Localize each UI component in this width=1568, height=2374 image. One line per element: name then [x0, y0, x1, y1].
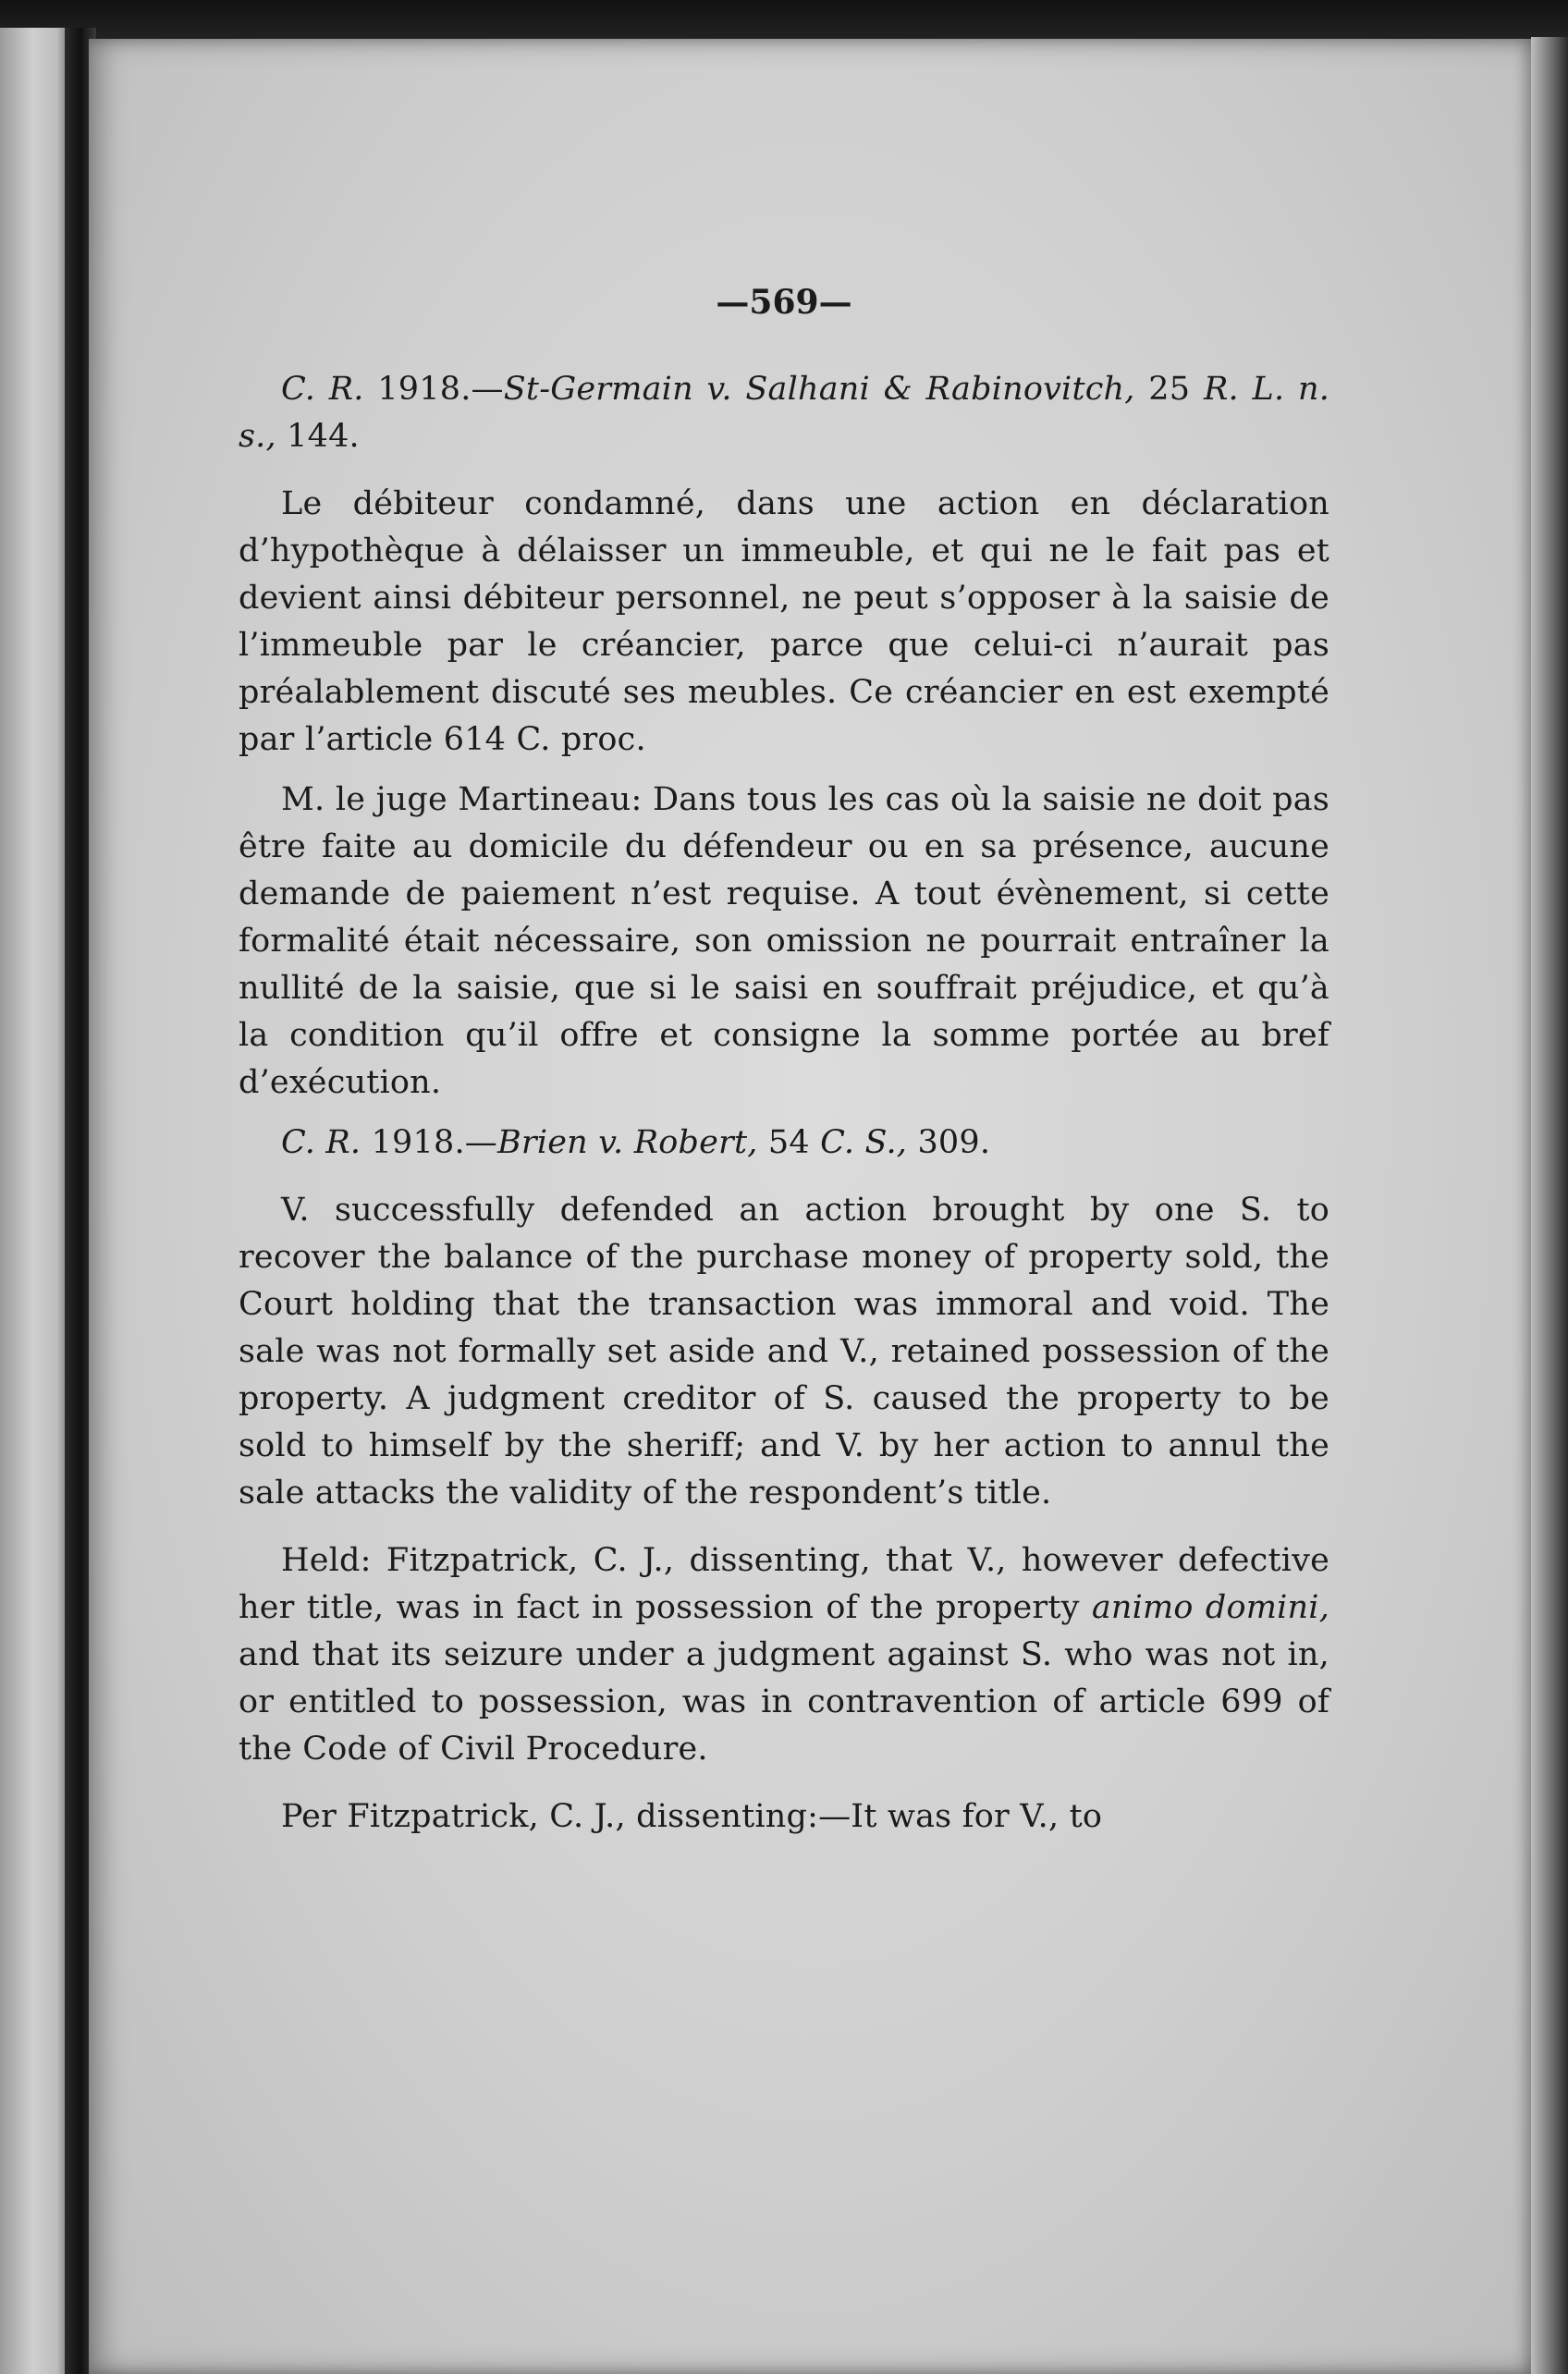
citation-report-series: R. L. n. s., [239, 371, 1330, 455]
page-right-edge [1531, 37, 1568, 2374]
paragraph-held [239, 1537, 1329, 1773]
citation-year: 1918.— [377, 371, 504, 408]
page-body [239, 274, 1329, 1841]
citation-report-volume: 25 [1148, 371, 1191, 408]
paragraph-per-fitzpatrick: Per Fitzpatrick, C. J., dissenting:—It was for V., to [281, 1798, 1103, 1835]
held-text-start: Held: Fitzpatrick, C. J., dissenting, that V., however defective her title, was in fact in possession of the property [239, 1542, 1329, 1626]
citation-case: St-Germain v. Salhani & Rabinovitch, [503, 371, 1135, 408]
citation-case: Brien v. Robert, [497, 1124, 758, 1161]
paragraph-martineau: M. le juge Martineau: Dans tous les cas où la saisie ne doit pas être faite au domicile du défendeur ou en sa présence, aucune demande de paiement n’est requise. A tout évènement, si cette formalité était nécessaire, son omission ne pourrait entraîner la nullité de la saisie, que si le saisi en souffrait préjudice, et qu’à la condition qu’il offre et consigne la somme portée au bref d’exécution. [239, 781, 1329, 1101]
citation-brien [239, 1120, 1329, 1167]
citation-court: C. R. [281, 1124, 361, 1161]
paragraph-french-headnote: Le débiteur condamné, dans une action en déclaration d’hypothèque à délaisser un immeuble, et qui ne le fait pas et devient ainsi débiteur personnel, ne peut s’opposer à la saisie de l’immeuble par le créancier, parce que celui-ci n’aurait pas préalablement discuté ses meubles. Ce créancier en est exempté par l’article 614 C. proc. [239, 485, 1329, 758]
citation-court: C. R. [281, 371, 364, 408]
citation-year: 1918.— [371, 1124, 497, 1161]
citation-st-germain [239, 366, 1329, 460]
citation-page: 309. [917, 1124, 991, 1161]
citation-page: 144. [287, 418, 360, 455]
held-latin-phrase: animo domini, [1091, 1589, 1330, 1626]
citation-report-volume: 54 [767, 1124, 810, 1161]
paragraph-english-headnote: V. successfully defended an action brought by one S. to recover the balance of the purchase money of property sold, the Court holding that the transaction was immoral and void. The sale was not formally set aside and V., retained possession of the property. A judgment creditor of S. caused the property to be sold to himself by the sheriff; and V. by her action to annul the sale attacks the validity of the respondent’s title. [239, 1192, 1329, 1511]
citation-report-series: C. S., [820, 1124, 908, 1161]
page-number: —569— [716, 283, 852, 322]
held-text-end: and that its seizure under a judgment against S. who was not in, or entitled to possession, was in contravention of article 699 of the Code of Civil Procedure. [239, 1636, 1329, 1768]
